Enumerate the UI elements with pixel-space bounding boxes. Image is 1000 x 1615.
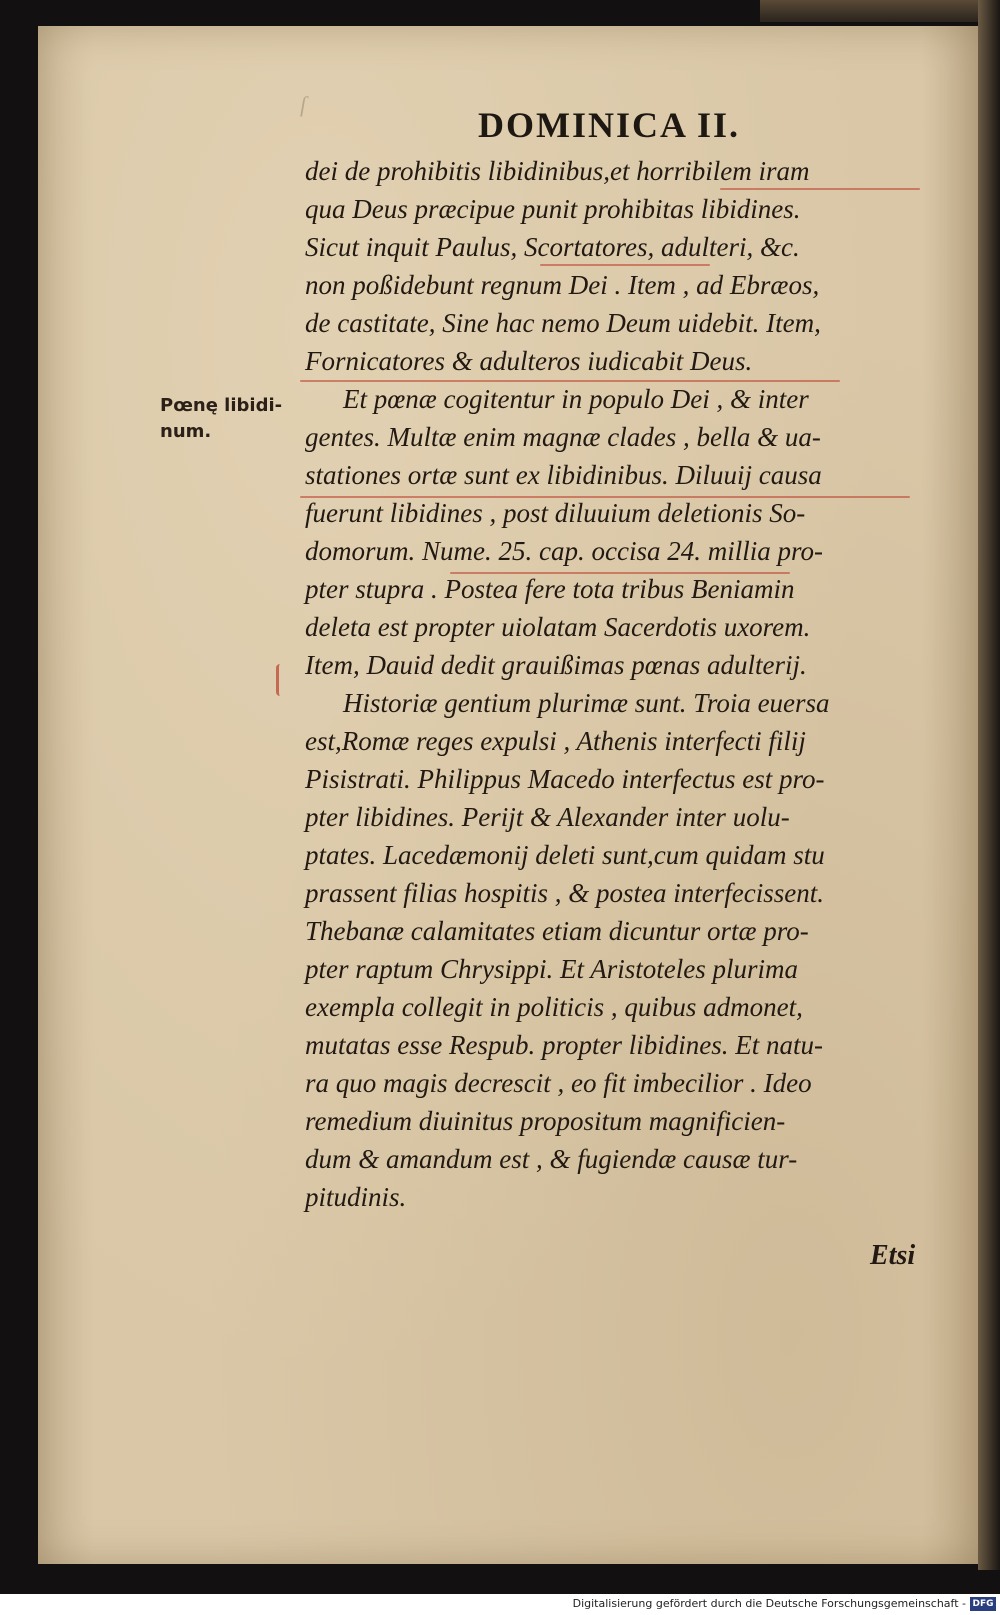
red-bracket-mark — [276, 664, 285, 696]
text-line: remedium diuinitus propositum magnificien- — [305, 1106, 786, 1136]
text-line: non poßidebunt regnum Dei . Item , ad Ebræos, — [305, 270, 820, 300]
adjacent-page-edge-top — [760, 0, 1000, 22]
text-line: Et pœnæ cogitentur in populo Dei , & inter — [343, 384, 809, 414]
book-spine-edge — [978, 0, 1000, 1570]
text-line: Thebanæ calamitates etiam dicuntur ortæ pro- — [305, 916, 809, 946]
red-underline-mark — [300, 496, 910, 498]
dfg-logo-icon: DFG — [970, 1597, 996, 1611]
text-line: Item, Dauid dedit grauißimas pœnas adulterij. — [305, 650, 807, 680]
text-line: pitudinis. — [305, 1182, 407, 1212]
body-text — [305, 152, 930, 1216]
text-line: ra quo magis decrescit , eo fit imbecilior . Ideo — [305, 1068, 812, 1098]
text-line: domorum. Nume. 25. cap. occisa 24. millia pro- — [305, 536, 823, 566]
text-line: exempla collegit in politicis , quibus admonet, — [305, 992, 803, 1022]
text-line: stationes ortæ sunt ex libidinibus. Diluuij causa — [305, 460, 822, 490]
text-line: pter libidines. Perijt & Alexander inter uolu- — [305, 802, 790, 832]
text-line: Pisistrati. Philippus Macedo interfectus est pro- — [305, 764, 825, 794]
text-line: dei de prohibitis libidinibus,et horribilem iram — [305, 156, 810, 186]
running-header: DOMINICA II. — [478, 105, 741, 145]
text-line: prassent filias hospitis , & postea interfecissent. — [305, 878, 824, 908]
footer-credit-text: Digitalisierung gefördert durch die Deutsche Forschungsgemeinschaft - — [572, 1597, 966, 1610]
text-line: fuerunt libidines , post diluuium deletionis So- — [305, 498, 806, 528]
margin-note-line: Pœnę libidi- — [160, 395, 283, 416]
catchword: Etsi — [870, 1240, 916, 1271]
text-line: deleta est propter uiolatam Sacerdotis uxorem. — [305, 612, 811, 642]
digitization-footer — [0, 1594, 1000, 1615]
text-line: est,Romæ reges expulsi , Athenis interfecti filij — [305, 726, 806, 756]
red-underline-mark — [540, 264, 710, 266]
text-line: Sicut inquit Paulus, Scortatores, adulteri, &c. — [305, 232, 800, 262]
text-line: ptates. Lacedæmonij deleti sunt,cum quidam stu — [305, 840, 825, 870]
text-line: pter raptum Chrysippi. Et Aristoteles plurima — [305, 954, 799, 984]
text-line: pter stupra . Postea fere tota tribus Beniamin — [305, 574, 795, 604]
red-underline-mark — [300, 380, 840, 382]
red-underline-mark — [450, 572, 790, 574]
text-line: Fornicatores & adulteros iudicabit Deus. — [305, 346, 753, 376]
text-line: gentes. Multæ enim magnæ clades , bella & ua- — [305, 422, 821, 452]
text-line: qua Deus præcipue punit prohibitas libidines. — [305, 194, 801, 224]
margin-note-line: num. — [160, 421, 212, 442]
text-line: Historiæ gentium plurimæ sunt. Troia euersa — [343, 688, 830, 718]
margin-note — [160, 393, 300, 445]
faint-page-mark: ſ — [300, 92, 307, 117]
text-line: de castitate, Sine hac nemo Deum uidebit. Item, — [305, 308, 821, 338]
text-line: mutatas esse Respub. propter libidines. Et natu- — [305, 1030, 823, 1060]
red-underline-mark — [720, 188, 920, 190]
text-line: dum & amandum est , & fugiendæ causæ tur- — [305, 1144, 798, 1174]
